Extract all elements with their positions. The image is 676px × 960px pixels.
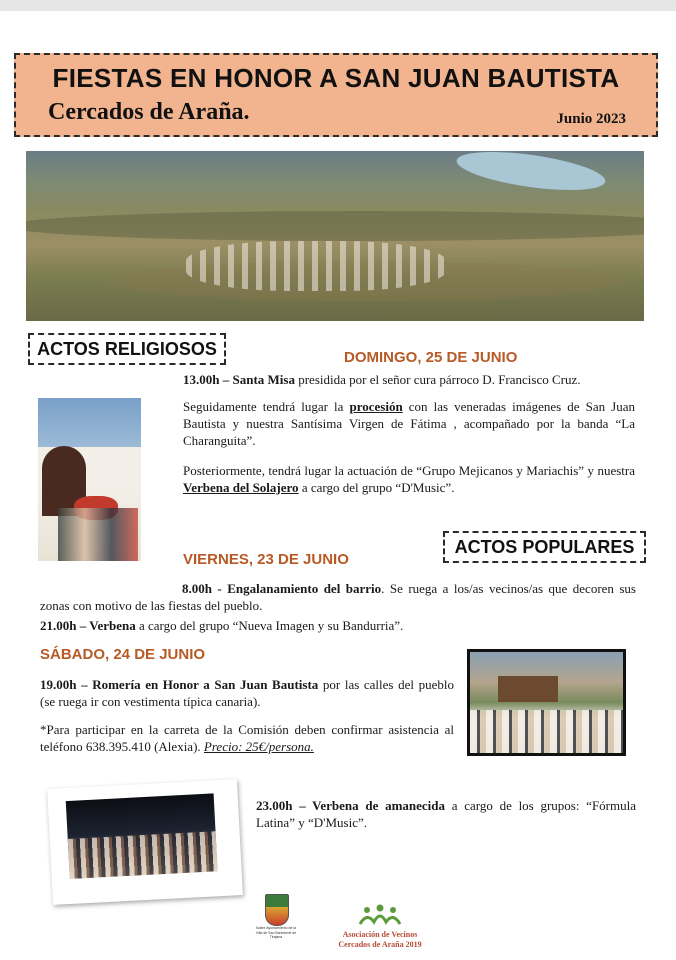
domingo-posteriormente	[183, 462, 635, 496]
heading-viernes: VIERNES, 23 DE JUNIO	[183, 551, 349, 568]
section-label-populares: ACTOS POPULARES	[443, 531, 646, 563]
aerial-landscape-photo	[26, 151, 644, 321]
heading-sabado: SÁBADO, 24 DE JUNIO	[40, 646, 206, 663]
carreta-text: *Para participar en la carreta de la Comisión deben confirmar asistencia al teléfono 638.395.410 (Alexia).	[40, 722, 454, 754]
asociacion-line1: Asociación de Vecinos	[342, 930, 418, 939]
ridge-shape	[26, 211, 644, 241]
domingo-procesion	[183, 398, 635, 449]
verbena-polaroid	[47, 779, 243, 905]
lake-shape	[455, 151, 608, 197]
viernes-verbena	[40, 617, 636, 634]
sabado-carreta-note	[40, 721, 454, 755]
dancing-crowd-shape	[68, 831, 218, 879]
house-shape	[498, 676, 558, 702]
domingo-misa	[183, 371, 635, 388]
asociacion-line2: Cercados de Araña 2019	[338, 940, 422, 949]
village-shape	[186, 241, 446, 291]
title-banner	[14, 53, 658, 137]
church-procession-photo	[38, 398, 141, 561]
engalanamiento-text: . Se ruega a los/as vecinos/as que decoren sus zonas con motivo de las fiestas del pueblo.	[40, 581, 636, 613]
verbena-viernes-time: 21.00h – Verbena	[40, 618, 136, 633]
verbena-night-photo	[66, 793, 218, 879]
verbena-viernes-text: a cargo del grupo “Nueva Imagen y su Bandurria”.	[135, 618, 404, 633]
asociacion-logo	[325, 904, 435, 956]
section-label-religiosos: ACTOS RELIGIOSOS	[28, 333, 226, 365]
page-title: FIESTAS EN HONOR A SAN JUAN BAUTISTA	[52, 63, 620, 93]
procesion-word: procesión	[349, 399, 403, 414]
verbena-solajero: Verbena del Solajero	[183, 480, 299, 495]
people-figures-icon	[358, 904, 402, 928]
coat-of-arms-icon	[265, 894, 289, 926]
top-strip	[0, 0, 676, 11]
misa-text: presidida por el señor cura párroco D. Francisco Cruz.	[294, 372, 581, 387]
procesion-post: con las veneradas imágenes de San Juan Bautista y nuestra Santísima Virgen de Fátima , acompañado por la banda “La Charanguita”.	[183, 399, 635, 448]
asociacion-text	[325, 930, 435, 950]
heading-domingo: DOMINGO, 25 DE JUNIO	[344, 349, 518, 366]
post-post: a cargo del grupo “D'Music”.	[298, 480, 455, 495]
post-pre: Posteriormente, tendrá lugar la actuación de “Grupo Mejicanos y Mariachis” y nuestra	[183, 463, 635, 478]
ayuntamiento-logo	[255, 890, 297, 952]
engalanamiento-time: 8.00h - Engalanamiento del barrio	[182, 581, 382, 596]
amanecida-time: 23.00h – Verbena de amanecida	[256, 798, 446, 813]
ayuntamiento-text: Ilustre Ayuntamiento de la Villa de San Bartolomé de Tirajana	[255, 926, 297, 939]
amanecida-text: a cargo de los grupos: “Fórmula Latina” y “D'Music”.	[256, 798, 637, 830]
carreta-price: Precio: 25€/persona.	[203, 739, 314, 754]
procesion-pre: Seguidamente tendrá lugar la	[183, 399, 350, 414]
sabado-romeria	[40, 676, 454, 710]
crowd-shape	[470, 710, 626, 756]
romeria-text: por las calles del pueblo (se ruega ir con vestimenta típica canaria).	[40, 677, 454, 709]
page-subtitle: Cercados de Araña.	[48, 99, 250, 125]
romeria-photo	[467, 649, 626, 756]
sabado-verbena-amanecida	[256, 797, 636, 831]
people-shape	[58, 508, 138, 561]
romeria-time: 19.00h – Romería en Honor a San Juan Bautista	[40, 677, 319, 692]
misa-time: 13.00h – Santa Misa	[183, 372, 295, 387]
event-date: Junio 2023	[556, 111, 626, 127]
viernes-engalanamiento	[40, 580, 636, 614]
